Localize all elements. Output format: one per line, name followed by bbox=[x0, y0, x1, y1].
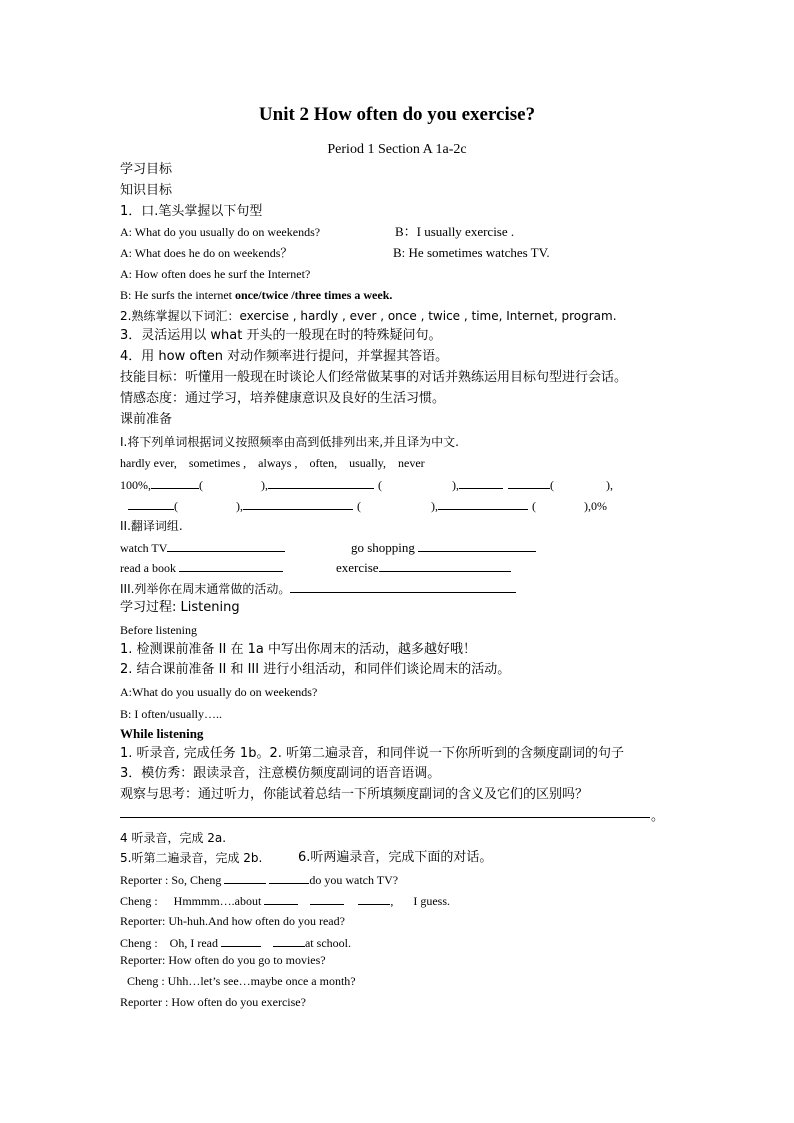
speaker-line: Reporter : So, Cheng bbox=[120, 873, 222, 887]
blank[interactable] bbox=[310, 892, 344, 905]
ordering-row-2 bbox=[128, 497, 607, 514]
while-item-6: 6.听两遍录音，完成下面的对话。 bbox=[298, 850, 493, 865]
dialogue-line-1 bbox=[120, 871, 398, 888]
blank[interactable] bbox=[221, 934, 261, 947]
dialogue-line-3: Reporter: Uh-huh.And how often do you read? bbox=[120, 914, 345, 928]
while-item-3: 3．模仿秀：跟读录音，注意模仿频度副词的语音语调。 bbox=[120, 766, 441, 781]
task-3-label: III.列举你在周末通常做的活动。 bbox=[120, 582, 291, 596]
answer-line-period: 。 bbox=[651, 808, 665, 823]
phrase-go-shopping bbox=[351, 539, 536, 556]
comma: , bbox=[390, 894, 394, 908]
blank[interactable] bbox=[290, 580, 516, 593]
blank[interactable] bbox=[418, 539, 536, 552]
dialogue-text: I guess. bbox=[413, 894, 451, 908]
dialogue-text: Oh, I read bbox=[169, 936, 218, 950]
phrase-label: exercise bbox=[336, 560, 379, 575]
phrase-label: go shopping bbox=[351, 540, 415, 555]
ordering-row-1 bbox=[120, 476, 613, 493]
phrase-read-a-book bbox=[120, 559, 283, 576]
blank[interactable] bbox=[128, 497, 174, 510]
before-item-2: 2. 结合课前准备 II 和 III 进行小组活动，和同伴们谈论周末的活动。 bbox=[120, 662, 511, 677]
blank[interactable] bbox=[179, 559, 283, 572]
attitude-goal: 情感态度：通过学习，培养健康意识及良好的生活习惯。 bbox=[120, 391, 446, 406]
paren: ( bbox=[199, 478, 203, 492]
blank[interactable] bbox=[358, 892, 390, 905]
answer-line[interactable] bbox=[120, 817, 650, 818]
dialogue-line-5: Reporter: How often do you go to movies? bbox=[120, 953, 326, 967]
blank[interactable] bbox=[379, 559, 511, 572]
dialogue-text: at school. bbox=[304, 936, 351, 950]
phrase-label: read a book bbox=[120, 561, 176, 575]
blank[interactable] bbox=[269, 871, 309, 884]
paren: ), bbox=[452, 478, 459, 492]
goal-item-3: 3．灵活运用以 what 开头的一般现在时的特殊疑问句。 bbox=[120, 328, 442, 343]
sentence-q1: A: What do you usually do on weekends? bbox=[120, 225, 321, 239]
blank[interactable] bbox=[273, 934, 305, 947]
speaker-line: Cheng : bbox=[120, 936, 158, 950]
prep-task-3 bbox=[120, 580, 516, 597]
learning-goals-heading: 学习目标 bbox=[120, 162, 173, 177]
dialogue-text: Hmmmm….about bbox=[173, 894, 262, 908]
blank[interactable] bbox=[224, 871, 266, 884]
before-question: A:What do you usually do on weekends? bbox=[120, 685, 318, 699]
page-title: Unit 2 How often do you exercise? bbox=[258, 104, 536, 125]
dialogue-line-7: Reporter : How often do you exercise? bbox=[120, 995, 306, 1009]
dialogue-line-2 bbox=[120, 892, 450, 909]
dialogue-line-6: Cheng : Uhh…let’s see…maybe once a month? bbox=[127, 974, 356, 988]
paren: ( bbox=[378, 478, 382, 492]
goal-item-2: 2.熟练掌握以下词汇：exercise , hardly , ever , once , twice , time, Internet, program. bbox=[120, 309, 617, 323]
process-heading: 学习过程: Listening bbox=[120, 600, 240, 615]
percent-100-label: 100%, bbox=[120, 478, 151, 492]
page-subtitle: Period 1 Section A 1a-2c bbox=[327, 142, 467, 157]
sentence-q3: A: How often does he surf the Internet? bbox=[120, 267, 311, 281]
blank[interactable] bbox=[243, 497, 353, 510]
sentence-a3 bbox=[120, 287, 392, 303]
knowledge-goals-heading: 知识目标 bbox=[120, 183, 173, 198]
before-answer: B: I often/usually….. bbox=[120, 707, 222, 721]
sentence-a3-prefix: B: He surfs the internet bbox=[120, 288, 235, 302]
while-item-1-2: 1. 听录音, 完成任务 1b。2. 听第二遍录音，和同伴说一下你所听到的含频度副词的句子 bbox=[120, 746, 624, 761]
goal-item-1: 1．口.笔头掌握以下句型 bbox=[120, 204, 263, 219]
phrase-exercise bbox=[336, 559, 511, 576]
blank[interactable] bbox=[264, 892, 298, 905]
phrase-watch-tv bbox=[120, 539, 285, 556]
prep-task-1: I.将下列单词根据词义按照频率由高到低排列出来,并且译为中文. bbox=[120, 435, 459, 449]
paren: ( bbox=[357, 499, 361, 513]
prep-task-2: II.翻译词组. bbox=[120, 519, 183, 533]
speaker-line: Cheng : bbox=[120, 894, 158, 908]
sentence-a2: B: He sometimes watches TV. bbox=[393, 245, 550, 260]
paren: ), bbox=[261, 478, 268, 492]
blank[interactable] bbox=[438, 497, 528, 510]
blank[interactable] bbox=[459, 476, 503, 489]
paren: ( bbox=[174, 499, 178, 513]
before-listening-heading: Before listening bbox=[120, 623, 197, 637]
paren: ), bbox=[236, 499, 243, 513]
blank[interactable] bbox=[167, 539, 285, 552]
frequency-word-list: hardly ever, sometimes , always , often, usually, never bbox=[120, 456, 425, 470]
paren: ( bbox=[532, 499, 536, 513]
while-item-4: 4 听录音，完成 2a. bbox=[120, 831, 227, 845]
observe-question: 观察与思考：通过听力，你能试着总结一下所填频度副词的含义及它们的区别吗？ bbox=[120, 787, 589, 802]
prep-heading: 课前准备 bbox=[120, 412, 173, 427]
while-item-5: 5.听第二遍录音，完成 2b. bbox=[120, 851, 263, 865]
dialogue-text: do you watch TV? bbox=[309, 873, 399, 887]
paren: ( bbox=[550, 478, 554, 492]
percent-0-label: ),0% bbox=[584, 499, 607, 513]
paren: ), bbox=[606, 478, 613, 492]
blank[interactable] bbox=[151, 476, 199, 489]
sentence-a1: B：I usually exercise . bbox=[395, 224, 515, 239]
blank[interactable] bbox=[268, 476, 374, 489]
paren: ), bbox=[431, 499, 438, 513]
dialogue-line-4 bbox=[120, 934, 351, 951]
goal-item-4: 4．用 how often 对动作频率进行提问，并掌握其答语。 bbox=[120, 349, 449, 364]
before-item-1: 1. 检测课前准备 II 在 1a 中写出你周末的活动，越多越好哦！ bbox=[120, 642, 476, 657]
sentence-a3-bold: once/twice /three times a week. bbox=[234, 288, 393, 302]
skill-goal: 技能目标：听懂用一般现在时谈论人们经常做某事的对话并熟练运用目标句型进行会话。 bbox=[120, 370, 628, 385]
sentence-q2: A: What does he do on weekends？ bbox=[120, 246, 293, 260]
while-listening-heading: While listening bbox=[120, 726, 204, 741]
phrase-label: watch TV bbox=[120, 541, 168, 555]
blank[interactable] bbox=[508, 476, 550, 489]
